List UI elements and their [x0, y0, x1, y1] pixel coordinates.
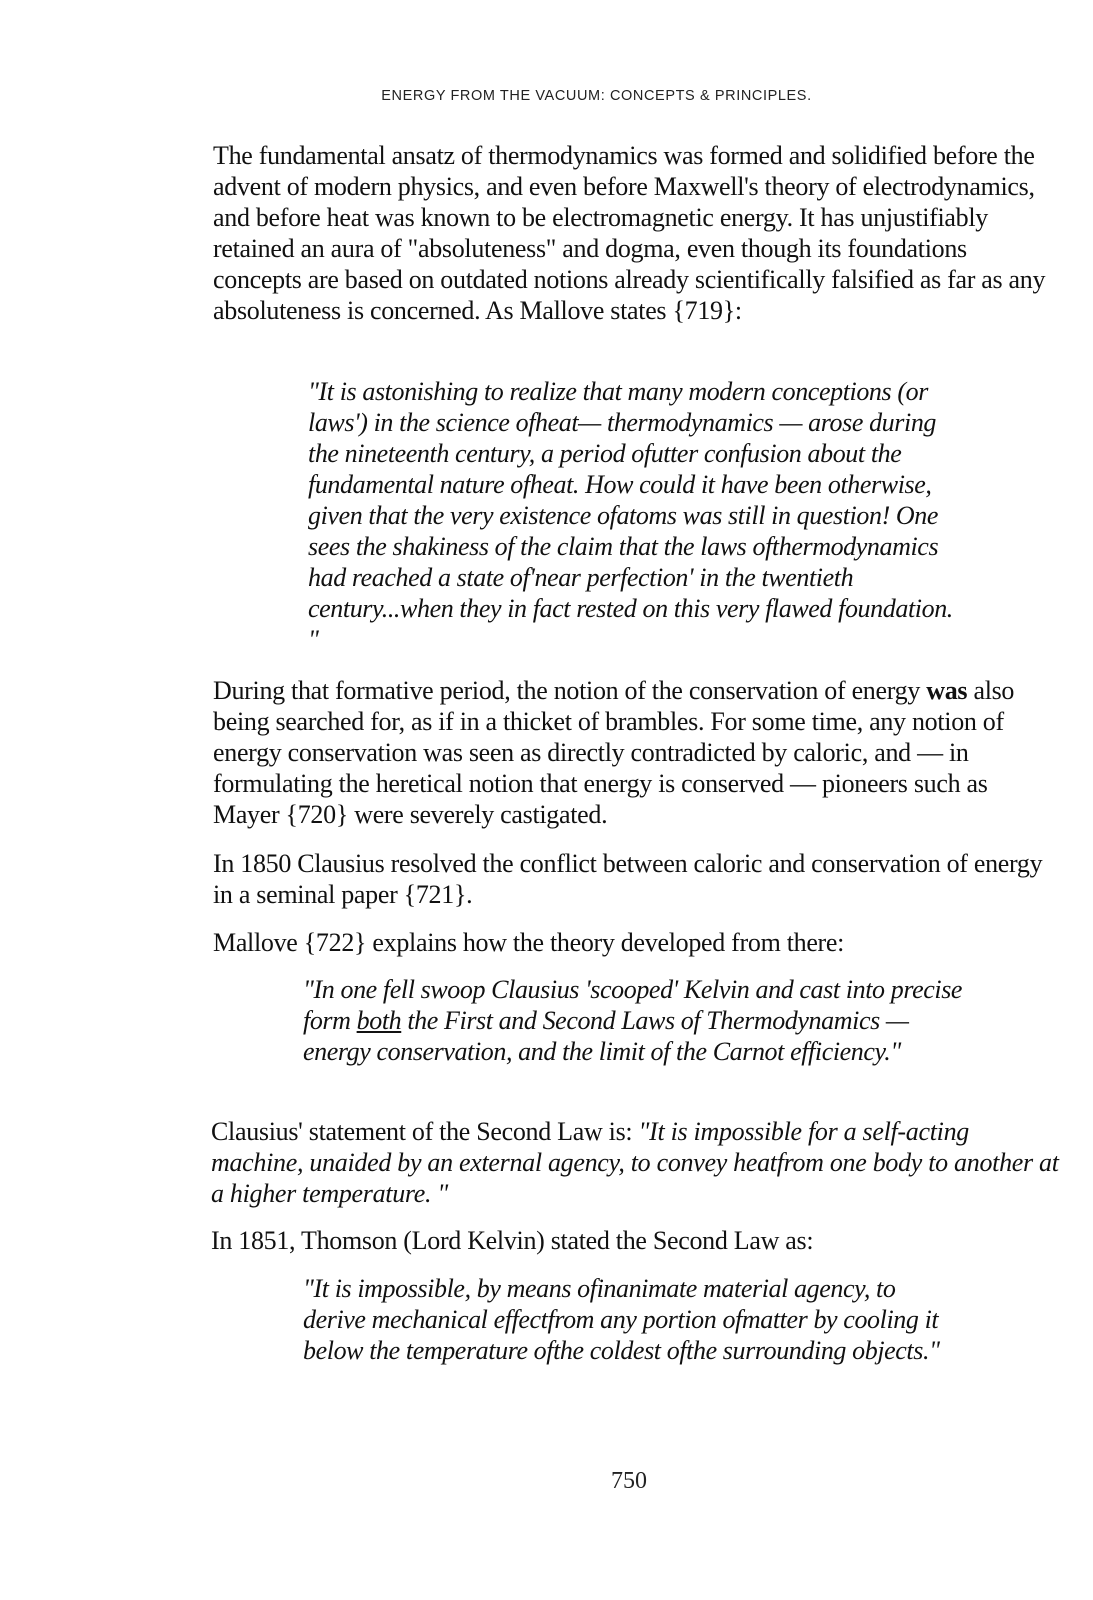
- paragraph-ansatz-text: The fundamental ansatz of thermodynamics was formed and solidified before the advent of modern physics, and even before Maxwell's theory of electrodynamics, and before heat was known to be electromagnetic energy. It has unjustifiably retained an aura of "absoluteness" and dogma, even though its foundations concepts are based on outdated notions already scientifically falsified as far as any absoluteness is concerned. As Mallove states {719}:: [213, 141, 1046, 325]
- blockquote-mallove-1-text: "It is astonishing to realize that many modern conceptions (or laws') in the science ofheat— thermodynamics — arose during the nineteenth century, a period ofutter confusion about the fundamental nature ofheat. How could it have been otherwise, given that the very existence ofatoms was still in question! One sees the shakiness of the claim that the laws ofthermodynamics had reached a state of'near perfection' in the twentieth century...when they in fact rested on this very flawed foundation. ": [308, 377, 953, 654]
- paragraph-mallove-explains-text: Mallove {722} explains how the theory developed from there:: [213, 928, 845, 957]
- paragraph-clausius-statement-quote: "It is impossible for a self-acting machine, unaided by an external agency, to convey heatfrom one body to another at a higher temperature. ": [211, 1117, 1059, 1208]
- blockquote-thomson: [303, 1273, 963, 1366]
- blockquote-mallove-1: [308, 376, 968, 655]
- page-number: 750: [611, 1468, 647, 1494]
- blockquote-thomson-text: "It is impossible, by means ofinanimate material agency, to derive mechanical effectfrom any portion ofmatter by cooling it below the temperature ofthe coldest ofthe surrounding objects.": [303, 1274, 940, 1365]
- blockquote-mallove-2-underlined: both: [356, 1006, 402, 1035]
- paragraph-clausius-1850: [213, 848, 1053, 910]
- paragraph-conservation-text: [213, 675, 1055, 830]
- blockquote-mallove-2-before: "In one fell swoop Clausius 'scooped' Kelvin and cast into precise form: [303, 975, 963, 1035]
- paragraph-thomson-text: In 1851, Thomson (Lord Kelvin) stated the Second Law as:: [211, 1226, 814, 1255]
- paragraph-conservation-bold: was: [926, 676, 968, 705]
- blockquote-mallove-2-text: [303, 974, 968, 1067]
- blockquote-mallove-2-after: the First and Second Laws of Thermodynamics — energy conservation, and the limit of the Carnot efficiency.": [303, 1006, 909, 1066]
- paragraph-clausius-statement-plain: Clausius' statement of the Second Law is:: [211, 1117, 639, 1146]
- paragraph-thomson: [211, 1225, 1061, 1256]
- paragraph-clausius-1850-text: In 1850 Clausius resolved the conflict between caloric and conservation of energy in a seminal paper {721}.: [213, 849, 1043, 909]
- paragraph-clausius-statement-text: [211, 1116, 1059, 1209]
- running-header: ENERGY FROM THE VACUUM: CONCEPTS & PRINCIPLES.: [381, 88, 812, 104]
- paragraph-clausius-statement: [211, 1116, 1059, 1209]
- paragraph-mallove-explains: [213, 927, 1063, 958]
- paragraph-conservation: [213, 675, 1055, 830]
- paragraph-conservation-before: During that formative period, the notion of the conservation of energy: [213, 676, 927, 705]
- paragraph-conservation-after: also being searched for, as if in a thicket of brambles. For some time, any notion of energy conservation was seen as directly contradicted by caloric, and — in formulating the heretical notion that energy is conserved — pioneers such as Mayer {720} were severely castigated.: [213, 676, 1015, 829]
- paragraph-ansatz: [213, 140, 1058, 326]
- blockquote-mallove-2: [303, 974, 968, 1067]
